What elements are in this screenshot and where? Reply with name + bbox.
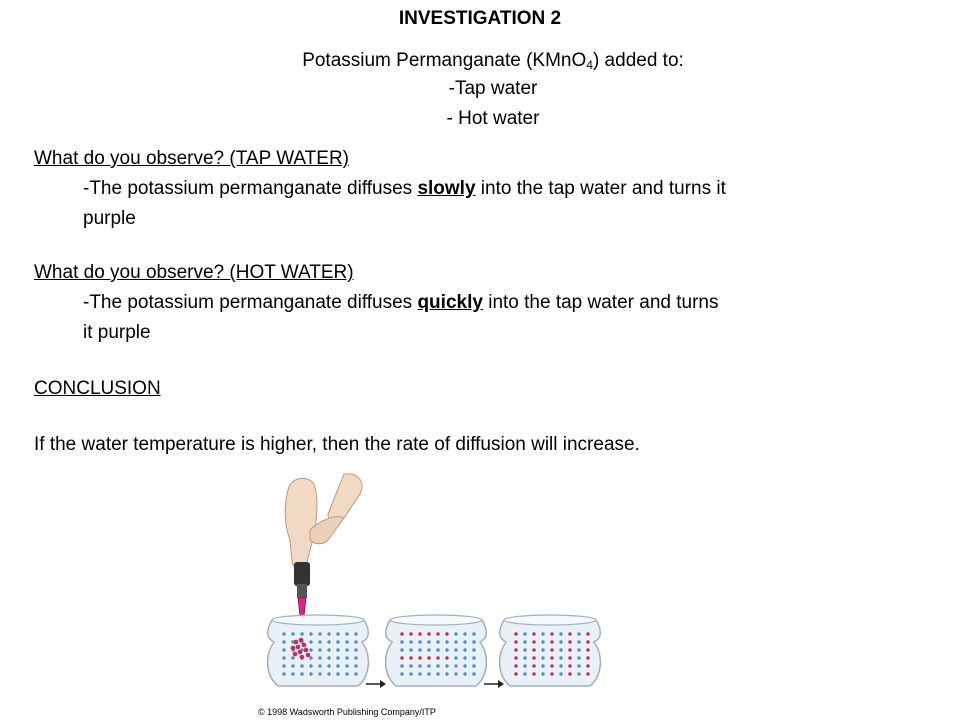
emphasis-slowly: slowly: [417, 178, 476, 199]
particle-dot: [463, 672, 466, 675]
particle-dot: [568, 656, 571, 659]
particle-dot: [291, 646, 296, 651]
particle-dot: [550, 648, 553, 651]
particle-dot: [427, 632, 430, 635]
particle-dot: [436, 664, 439, 667]
particle-dot: [418, 656, 421, 659]
particle-dot: [291, 656, 294, 659]
particle-dot: [327, 648, 330, 651]
particle-dot: [309, 656, 312, 659]
particle-dot: [409, 672, 412, 675]
particle-dot: [354, 640, 357, 643]
particle-dot: [577, 632, 580, 635]
particle-dot: [418, 648, 421, 651]
particle-dot: [427, 640, 430, 643]
particle-dot: [541, 672, 544, 675]
particle-dot: [336, 648, 339, 651]
beaker-1: [268, 615, 369, 686]
particle-dot: [300, 664, 303, 667]
answer-tap-water-cont: purple: [83, 208, 136, 229]
particle-dot: [345, 640, 348, 643]
particle-dot: [294, 640, 299, 645]
particle-dot: [532, 672, 535, 675]
emphasis-quickly: quickly: [417, 292, 483, 313]
particle-dot: [523, 632, 526, 635]
particle-dot: [532, 632, 535, 635]
particle-dot: [568, 672, 571, 675]
particle-dot: [300, 655, 305, 660]
particle-dot: [318, 664, 321, 667]
particle-dot: [568, 640, 571, 643]
particle-dot: [309, 664, 312, 667]
particle-dot: [345, 632, 348, 635]
particle-dot: [559, 632, 562, 635]
particle-dot: [354, 656, 357, 659]
particle-dot: [586, 640, 589, 643]
particle-dot: [298, 650, 303, 655]
particle-dot: [427, 672, 430, 675]
particle-dot: [523, 640, 526, 643]
particle-dot: [445, 640, 448, 643]
dropper-icon: [294, 562, 310, 619]
particle-dot: [318, 656, 321, 659]
particle-dot: [550, 640, 553, 643]
particle-dot: [291, 632, 294, 635]
particle-dot: [463, 656, 466, 659]
particle-dot: [336, 672, 339, 675]
particle-dot: [436, 656, 439, 659]
particle-dot: [436, 648, 439, 651]
particle-dot: [282, 672, 285, 675]
particle-dot: [418, 664, 421, 667]
particle-dot: [282, 648, 285, 651]
particle-dot: [400, 664, 403, 667]
particle-dot: [354, 664, 357, 667]
particle-dot: [541, 664, 544, 667]
particle-dot: [400, 640, 403, 643]
beaker-2: [386, 615, 487, 686]
particle-dot: [577, 664, 580, 667]
particle-dot: [427, 648, 430, 651]
particle-dot: [318, 672, 321, 675]
conclusion-text: If the water temperature is higher, then the rate of diffusion will increase.: [34, 434, 640, 455]
particle-dot: [541, 648, 544, 651]
particle-dot: [345, 664, 348, 667]
particle-dot: [409, 632, 412, 635]
copyright-credit: © 1998 Wadsworth Publishing Company/ITP: [258, 707, 436, 717]
particle-dot: [282, 664, 285, 667]
question-hot-water: What do you observe? (HOT WATER): [34, 262, 354, 283]
particle-dot: [354, 648, 357, 651]
particle-dot: [532, 648, 535, 651]
particle-dot: [436, 672, 439, 675]
particle-dot: [541, 656, 544, 659]
particle-dot: [309, 648, 312, 651]
particle-dot: [291, 672, 294, 675]
particle-dot: [299, 638, 304, 643]
particle-dot: [559, 664, 562, 667]
particle-dot: [409, 648, 412, 651]
intro-item-tap-water: -Tap water: [448, 78, 538, 99]
particle-dot: [559, 640, 562, 643]
particle-dot: [472, 664, 475, 667]
particle-dot: [291, 664, 294, 667]
particle-dot: [514, 632, 517, 635]
particle-dot: [354, 632, 357, 635]
particle-dot: [514, 664, 517, 667]
particle-dot: [532, 664, 535, 667]
particle-dot: [454, 648, 457, 651]
particle-dot: [532, 640, 535, 643]
particle-dot: [472, 648, 475, 651]
particle-dot: [327, 664, 330, 667]
particle-dot: [568, 648, 571, 651]
particle-dot: [514, 640, 517, 643]
particle-dot: [472, 632, 475, 635]
particle-dot: [577, 640, 580, 643]
particle-dot: [445, 664, 448, 667]
particle-dot: [541, 640, 544, 643]
particle-dot: [300, 672, 303, 675]
arrow-right-icon: [484, 680, 504, 688]
particle-dot: [400, 656, 403, 659]
beaker-3: [500, 615, 601, 686]
particle-dot: [318, 640, 321, 643]
particle-dot: [472, 672, 475, 675]
particle-dot: [568, 632, 571, 635]
particle-dot: [514, 672, 517, 675]
particle-dot: [472, 656, 475, 659]
particle-dot: [445, 648, 448, 651]
particle-dot: [345, 648, 348, 651]
particle-dot: [445, 672, 448, 675]
particle-dot: [586, 632, 589, 635]
answer-hot-water: -The potassium permanganate diffuses quickly into the tap water and turns: [83, 292, 719, 313]
diffusion-illustration: [248, 470, 618, 706]
particle-dot: [559, 656, 562, 659]
particle-dot: [577, 672, 580, 675]
particle-dot: [282, 632, 285, 635]
particle-dot: [345, 656, 348, 659]
particle-dot: [345, 672, 348, 675]
particle-dot: [309, 640, 312, 643]
particle-dot: [454, 656, 457, 659]
particle-dot: [463, 632, 466, 635]
particle-dot: [550, 664, 553, 667]
particle-dot: [302, 643, 307, 648]
answer-hot-water-cont: it purple: [83, 322, 151, 343]
particle-dot: [559, 648, 562, 651]
particle-dot: [454, 632, 457, 635]
particle-dot: [327, 656, 330, 659]
particle-dot: [436, 632, 439, 635]
particle-dot: [309, 632, 312, 635]
particle-dot: [523, 656, 526, 659]
particle-dot: [523, 648, 526, 651]
particle-dot: [282, 640, 285, 643]
particle-dot: [550, 672, 553, 675]
particle-dot: [586, 648, 589, 651]
particle-dot: [463, 664, 466, 667]
particle-dot: [523, 664, 526, 667]
question-tap-water: What do you observe? (TAP WATER): [34, 148, 350, 169]
particle-dot: [550, 632, 553, 635]
particle-dot: [577, 656, 580, 659]
particle-dot: [418, 640, 421, 643]
particle-dot: [293, 652, 298, 657]
particle-dot: [586, 672, 589, 675]
particle-dot: [472, 640, 475, 643]
particle-dot: [354, 672, 357, 675]
particle-dot: [318, 648, 321, 651]
intro-line: Potassium Permanganate (KMnO$_4$) added to:: [302, 50, 684, 72]
particle-dot: [282, 656, 285, 659]
particle-dot: [336, 640, 339, 643]
particle-dot: [586, 656, 589, 659]
page-title: INVESTIGATION 2: [398, 8, 562, 29]
particle-dot: [327, 672, 330, 675]
particle-dot: [550, 656, 553, 659]
intro-item-hot-water: - Hot water: [446, 108, 540, 129]
arrow-right-icon: [366, 680, 386, 688]
particle-dot: [568, 664, 571, 667]
particle-dot: [418, 672, 421, 675]
particle-dot: [400, 672, 403, 675]
particle-dot: [400, 632, 403, 635]
particle-dot: [327, 632, 330, 635]
answer-tap-water: -The potassium permanganate diffuses slowly into the tap water and turns it: [83, 178, 726, 199]
particle-dot: [514, 648, 517, 651]
particle-dot: [327, 640, 330, 643]
particle-dot: [309, 672, 312, 675]
particle-dot: [463, 640, 466, 643]
particle-dot: [306, 653, 311, 658]
particle-dot: [586, 664, 589, 667]
particle-dot: [336, 656, 339, 659]
particle-dot: [300, 632, 303, 635]
particle-dot: [304, 648, 309, 653]
particle-dot: [409, 656, 412, 659]
particle-dot: [445, 632, 448, 635]
particle-dot: [559, 672, 562, 675]
particle-dot: [514, 656, 517, 659]
particle-dot: [418, 632, 421, 635]
particle-dot: [445, 656, 448, 659]
particle-dot: [454, 640, 457, 643]
conclusion-label: CONCLUSION: [34, 378, 161, 399]
particle-dot: [454, 664, 457, 667]
particle-dot: [577, 648, 580, 651]
particle-dot: [400, 648, 403, 651]
particle-dot: [336, 632, 339, 635]
hand-icon: [285, 474, 362, 570]
particle-dot: [463, 648, 466, 651]
particle-dot: [532, 656, 535, 659]
particle-dot: [336, 664, 339, 667]
particle-dot: [318, 632, 321, 635]
particle-dot: [436, 640, 439, 643]
particle-dot: [427, 656, 430, 659]
particle-dot: [409, 640, 412, 643]
particle-dot: [523, 672, 526, 675]
particle-dot: [427, 664, 430, 667]
particle-dot: [454, 672, 457, 675]
particle-dot: [296, 645, 301, 650]
particle-dot: [541, 632, 544, 635]
particle-dot: [409, 664, 412, 667]
